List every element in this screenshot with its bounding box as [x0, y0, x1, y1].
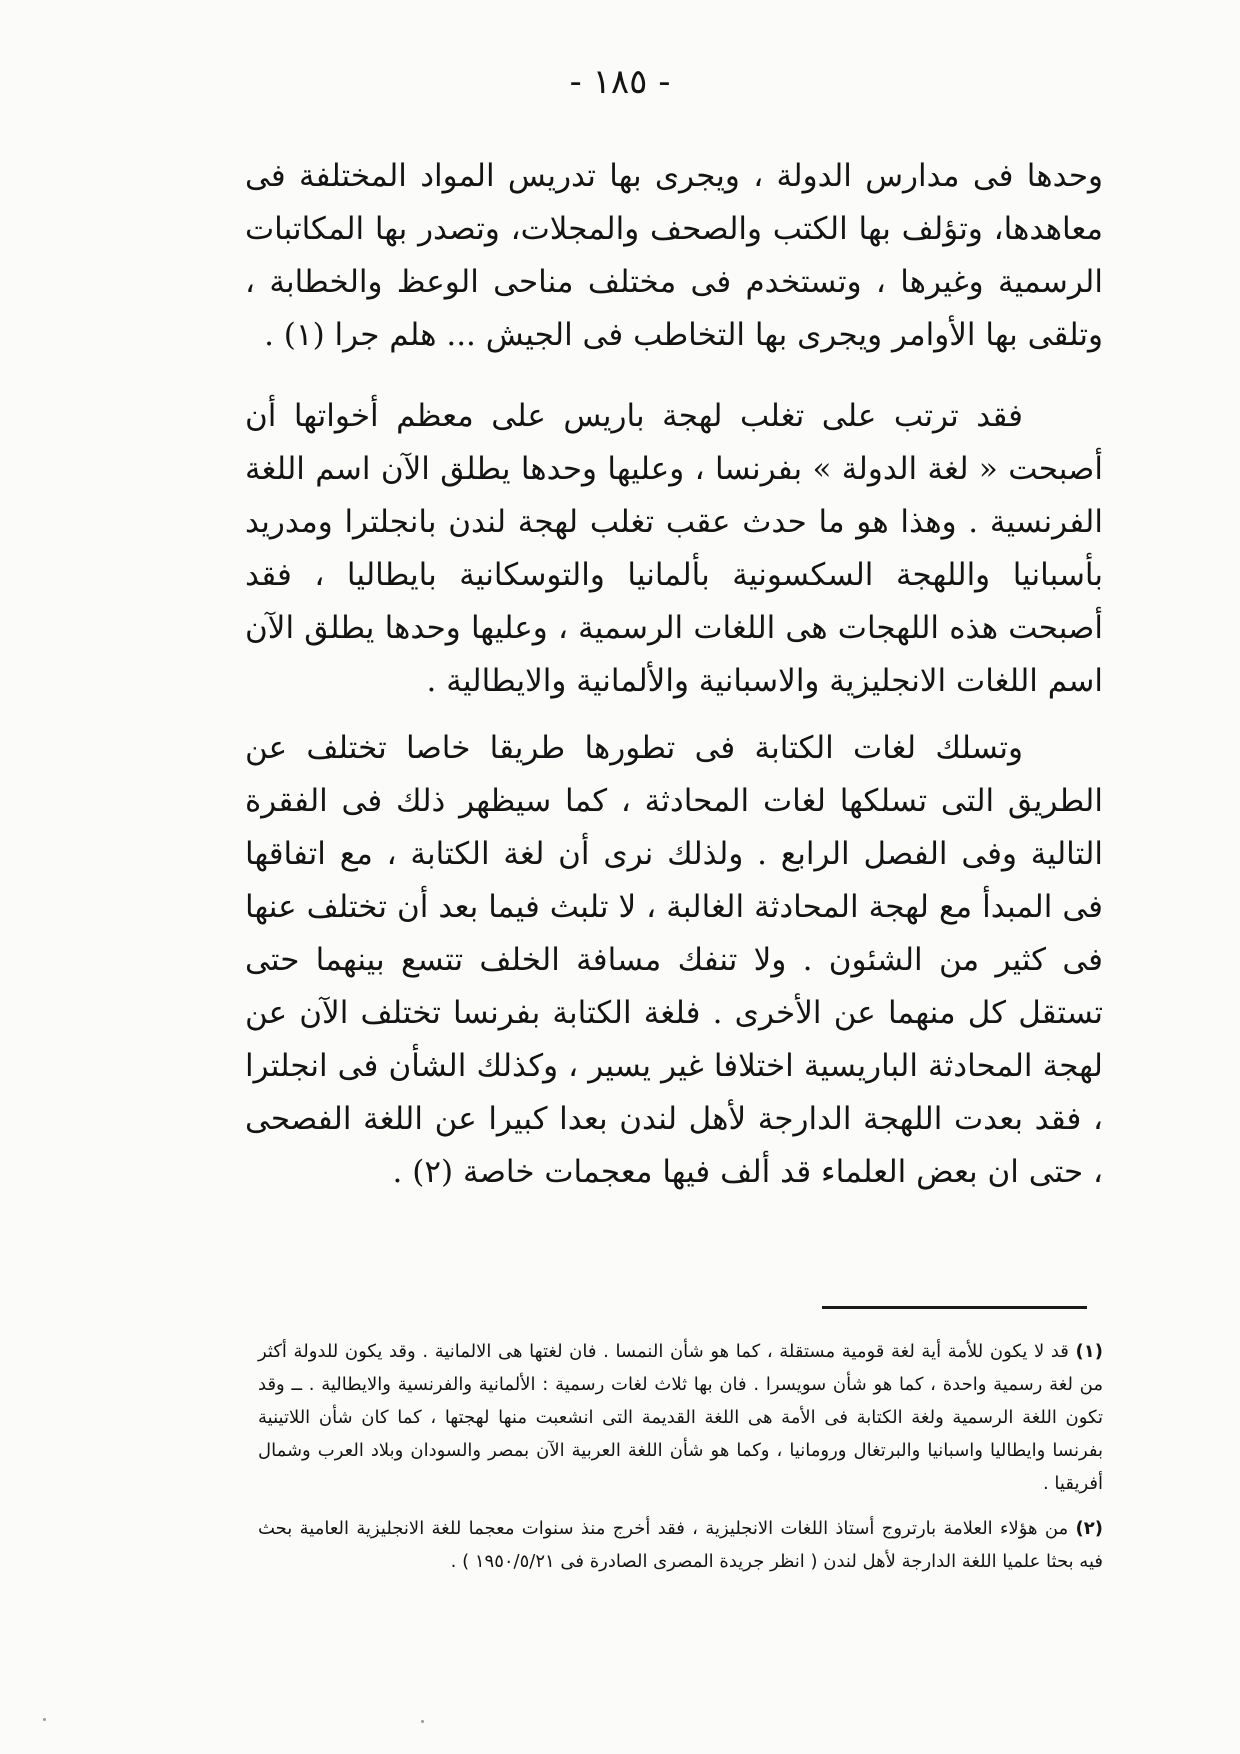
footnote-2-text: من هؤلاء العلامة بارتروج أستاذ اللغات الانجليزية ، فقد أخرج منذ سنوات معجما للغة الانجليزية العامية بحث فيه بحثا علميا اللغة الدارجة لأهل لندن ( انظر جريدة المصرى الصادرة فى ١٩٥٠/٥/٢١ ) .	[258, 1518, 1103, 1572]
page-number: - ١٨٥ -	[569, 62, 671, 102]
main-text	[245, 150, 1103, 1199]
footnote-1	[258, 1335, 1103, 1500]
scan-speck	[43, 1718, 46, 1721]
footnote-2	[258, 1512, 1103, 1578]
paragraph-2: فقد ترتب على تغلب لهجة باريس على معظم أخواتها أن أصبحت « لغة الدولة » بفرنسا ، وعليها وحدها يطلق الآن اسم اللغة الفرنسية . وهذا هو ما حدث عقب تغلب لهجة لندن بانجلترا ومدريد بأسبانيا واللهجة السكسونية بألمانيا والتوسكانية بايطاليا ، فقد أصبحت هذه اللهجات هى اللغات الرسمية ، وعليها وحدها يطلق الآن اسم اللغات الانجليزية والاسبانية والألمانية والايطالية .	[245, 398, 1103, 699]
footnote-2-marker: (٢)	[1075, 1518, 1103, 1539]
footnotes	[258, 1335, 1103, 1578]
paragraph-1: وحدها فى مدارس الدولة ، ويجرى بها تدريس المواد المختلفة فى معاهدها، وتؤلف بها الكتب والصحف والمجلات، وتصدر بها المكاتبات الرسمية وغيرها ، وتستخدم فى مختلف مناحى الوعظ والخطابة ، وتلقى بها الأوامر ويجرى بها التخاطب فى الجيش ... هلم جرا (١) .	[245, 158, 1103, 353]
footnote-1-text: قد لا يكون للأمة أية لغة قومية مستقلة ، كما هو شأن النمسا . فان لغتها هى الالمانية . وقد يكون للدولة أكثر من لغة رسمية واحدة ، كما هو شأن سويسرا . فان بها ثلاث لغات رسمية : الألمانية والفرنسية والايطالية . ــ وقد تكون اللغة الرسمية ولغة الكتابة فى الأمة هى اللغة القديمة التى انشعبت منها لهجتها ، كما كان شأن اللاتينية بفرنسا وايطاليا واسبانيا والبرتغال ورومانيا ، وكما هو شأن اللغة العربية الآن بمصر والسودان وبلاد العرب وشمال أفريقيا .	[258, 1341, 1103, 1494]
paragraph-3: وتسلك لغات الكتابة فى تطورها طريقا خاصا تختلف عن الطريق التى تسلكها لغات المحادثة ، كما سيظهر ذلك فى الفقرة التالية وفى الفصل الرابع . ولذلك نرى أن لغة الكتابة ، مع اتفاقها فى المبدأ مع لهجة المحادثة الغالبة ، لا تلبث فيما بعد أن تختلف عنها فى كثير من الشئون . ولا تنفك مسافة الخلف تتسع بينهما حتى تستقل كل منهما عن الأخرى . فلغة الكتابة بفرنسا تختلف الآن عن لهجة المحادثة الباريسية اختلافا غير يسير ، وكذلك الشأن فى انجلترا ، فقد بعدت اللهجة الدارجة لأهل لندن بعدا كبيرا عن اللغة الفصحى ، حتى ان بعض العلماء قد ألف فيها معجمات خاصة (٢) .	[245, 730, 1103, 1190]
footnote-1-marker: (١)	[1075, 1341, 1103, 1362]
footnote-separator	[822, 1306, 1087, 1309]
scan-speck	[421, 1720, 424, 1723]
